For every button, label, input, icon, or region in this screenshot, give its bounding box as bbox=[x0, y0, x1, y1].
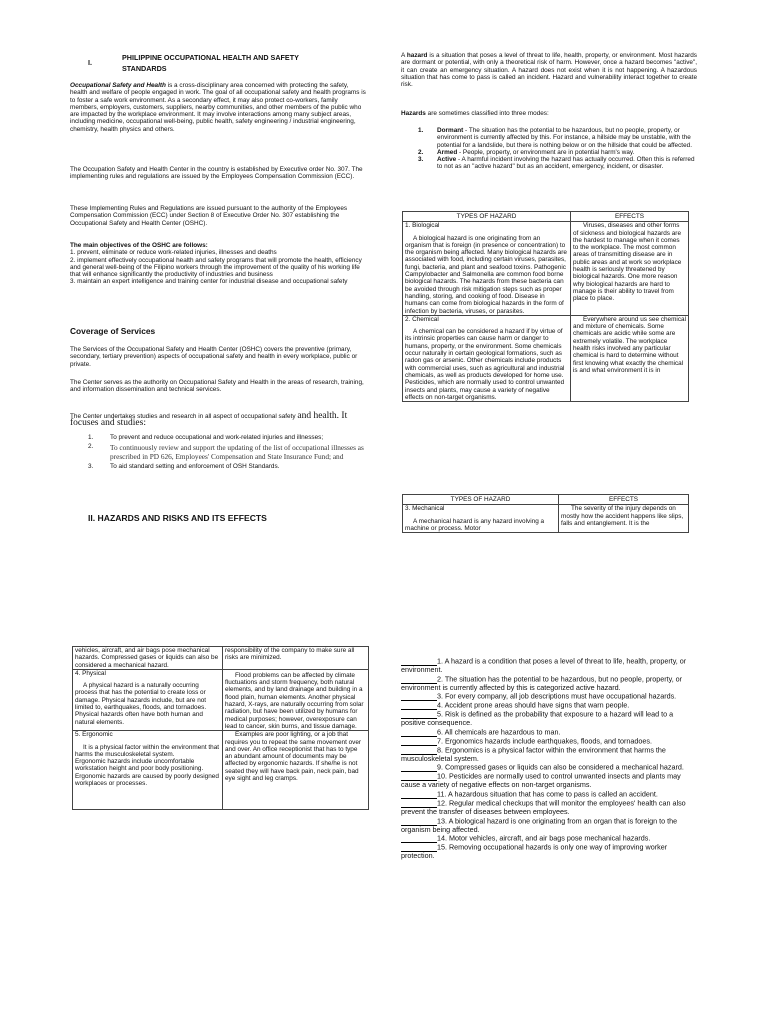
section-title: PHILIPPINE OCCUPATIONAL HEALTH AND SAFETY STANDARDS bbox=[122, 53, 299, 73]
quiz-text: 4. Accident prone areas should have signs that warn people. bbox=[437, 700, 630, 710]
mode-num: 1. bbox=[418, 127, 424, 134]
quiz-text: 9. Compressed gases or liquids can also be considered a mechanical hazard. bbox=[437, 762, 684, 772]
quiz-text: 3. For every company, all job descriptions must have occupational hazards. bbox=[437, 691, 677, 701]
table-row bbox=[73, 731, 369, 810]
section-number: I. bbox=[88, 58, 92, 67]
effect-cell: The severity of the injury depends on mostly how the accident happens like slips, falls and entanglement. It is the bbox=[559, 505, 689, 533]
type-description-2: Ergonomic hazards include uncomfortable workstation height and poor body positioning. Ergonomic hazards are caused by poorly designed workplaces or processes. bbox=[75, 758, 219, 788]
mode-desc: - People, property, or environment are in potential harm's way. bbox=[457, 148, 635, 156]
mode-name: Armed bbox=[437, 148, 458, 156]
answer-blank[interactable] bbox=[401, 834, 437, 843]
quiz-item bbox=[401, 817, 697, 835]
objective-item: 1. prevent, eliminate or reduce work-related injuries, illnesses and deaths bbox=[70, 249, 277, 257]
coverage-p1: The Services of the Occupational Safety and Health Center (OSHC) covers the preventive (primary, secondary, tertiary prevention) aspects of occupational safety and health in every workplace, public or private. bbox=[70, 346, 358, 368]
mode-num: 3. bbox=[418, 156, 424, 164]
answer-blank[interactable] bbox=[401, 763, 437, 772]
type-description: It is a physical factor within the environment that harms the musculoskeletal system. bbox=[75, 743, 220, 758]
oshc-establishment: The Occupation Safety and Health Center in the country is established by Executive order No. 307. The implementing rules and regulations are issued by the Employees Compensation Commission (ECC). bbox=[70, 166, 363, 181]
type-description: A chemical can be considered a hazard if by virtue of its intrinsic properties can cause harm or danger to humans, property, or the environment. Some chemicals occur naturally in certain geological formations, such as radon gas or arsenic. Other chemicals include products with commercial uses, such as agricultural and industrial chemicals, as well as products developed for home use. Pesticides, which are normally used to control unwanted insects and plants, may cause a variety of negative effects on non-target organisms. bbox=[405, 328, 565, 401]
type-cell bbox=[403, 222, 571, 316]
answer-blank[interactable] bbox=[401, 728, 437, 737]
table-row bbox=[403, 222, 689, 316]
osh-term: Occupational Safety and Health bbox=[70, 82, 166, 89]
modes-intro bbox=[401, 110, 697, 117]
type-description: A biological hazard is one originating from an organism that is foreign (in presence or concentration) to the organism being affected. Many biological hazards are associated with food, including certain viruses, parasites, fungi, bacteria, and plant and seafood toxins. Pathogenic Campylobacter and Salmonella are common food borne biological hazards. The hazards from these bacteria can be avoided through risk mitigation steps such as proper handling, storing, and cooking of food. Disease in humans can come from biological hazards in the form of infection by bacteria, viruses, or parasites. bbox=[405, 234, 567, 315]
quiz-text: 12. Regular medical checkups that will monitor the employees' health can also prevent the transfer of diseases between employees. bbox=[401, 798, 686, 816]
studies-text: To continuously review and support the updating of the list of occupational illnesses as prescribed in PD 626, Employees' Compensation and State Insurance Fund; and bbox=[110, 443, 364, 462]
type-cell bbox=[73, 669, 223, 730]
answer-blank[interactable] bbox=[401, 737, 437, 746]
type-description: A physical hazard is a naturally occurring process that has the potential to create loss or damage. Physical hazards include, but are not limited to, earthquakes, floods, and tornadoes. Physical hazards often have both human and natural elements. bbox=[75, 682, 207, 726]
quiz-text: 11. A hazardous situation that has come to pass is called an accident. bbox=[437, 789, 658, 799]
effect-cell: responsibility of the company to make sure all risks are minimized. bbox=[223, 647, 369, 670]
quiz-item bbox=[401, 772, 697, 790]
quiz-text: 6. All chemicals are hazardous to man. bbox=[437, 727, 561, 737]
table-header-row bbox=[403, 495, 689, 505]
hazard-definition bbox=[401, 52, 697, 88]
quiz-text: 7. Ergonomics hazards include earthquakes, floods, and tornadoes. bbox=[437, 736, 652, 746]
coverage-p2: The Center serves as the authority on Occupational Safety and Health in the areas of research, training, and information dissemination and technical services. bbox=[70, 379, 364, 394]
col-header-types: TYPES OF HAZARD bbox=[403, 495, 559, 505]
effect-cell: Flood problems can be affected by climate fluctuations and storm frequency, both natural elements, and by land drainage and building in a flood plain, human elements. Another physical hazard, X-rays, are naturally occurring from solar radiation, but have been utilized by humans for medical purposes; however, overexposure can lead to cancer, skin burns, and tissue damage. bbox=[223, 669, 369, 730]
quiz-list bbox=[401, 657, 697, 861]
answer-blank[interactable] bbox=[401, 790, 437, 799]
hazard-term: hazard bbox=[406, 52, 428, 59]
type-description: A mechanical hazard is any hazard involving a machine or process. Motor bbox=[405, 517, 545, 532]
coverage-heading: Coverage of Services bbox=[70, 326, 156, 336]
studies-text: To prevent and reduce occupational and work-related injuries and illnesses; bbox=[110, 434, 324, 441]
col-header-effects: EFFECTS bbox=[559, 495, 689, 505]
mode-name: Dormant bbox=[437, 127, 464, 134]
type-cell bbox=[403, 505, 559, 533]
type-label: 5. Ergonomic bbox=[75, 731, 113, 739]
col-header-effects: EFFECTS bbox=[571, 212, 689, 222]
type-label: 1. Biological bbox=[405, 222, 440, 230]
col-header-types: TYPES OF HAZARD bbox=[403, 212, 571, 222]
objectives-block bbox=[70, 242, 367, 286]
quiz-item bbox=[401, 675, 697, 693]
hazard-pre: A bbox=[401, 52, 407, 59]
modes-term: Hazards bbox=[401, 110, 426, 117]
type-cell: vehicles, aircraft, and air bags pose mechanical hazards. Compressed gases or liquids can also be considered a mechanical hazard. bbox=[73, 647, 223, 670]
quiz-text: 8. Ergonomics is a physical factor within the environment that harms the musculoskeletal system. bbox=[401, 745, 666, 763]
mode-num: 2. bbox=[418, 148, 424, 156]
coverage-p3-text: The Center undertakes studies and research in all aspect of occupational safety bbox=[70, 413, 296, 420]
hazard-table-2 bbox=[402, 494, 689, 533]
effect-cell: Everywhere around us see chemical and mixture of chemicals. Some chemicals are acidic while some are extremely volatile. The workplace health risks involved any particular chemical is hard to determine without first knowing what exactly the chemical is and what environment it is in bbox=[571, 315, 689, 401]
quiz-text: 1. A hazard is a condition that poses a level of threat to life, health, property, or environment. bbox=[401, 656, 687, 674]
mode-desc: - The situation has the potential to be hazardous, but no people, property, or environment is currently affected by this. For instance, a hillside may be unstable, with the potential for a landslide, but there is nothing below or on the hillside that could be affected. bbox=[437, 127, 692, 149]
studies-item bbox=[88, 443, 370, 461]
answer-blank[interactable] bbox=[401, 692, 437, 701]
coverage-p3 bbox=[70, 413, 367, 428]
hazard-table-3 bbox=[72, 646, 369, 810]
table-row bbox=[73, 647, 369, 670]
section-2-title: II. HAZARDS AND RISKS AND ITS EFFECTS bbox=[88, 513, 267, 523]
effect-cell: Examples are poor lighting, or a job that requires you to repeat the same movement over and over. An office receptionist that has to type an abundant amount of documents may be affected by ergonomic hazards. If she/he is not seated they will have back pain, neck pain, bad eye sight and leg cramps. bbox=[223, 731, 369, 810]
quiz-item bbox=[401, 799, 697, 817]
quiz-item bbox=[401, 843, 697, 861]
modes-text: are sometimes classified into three modes: bbox=[425, 110, 549, 117]
quiz-text: 13. A biological hazard is one originating from an organ that is foreign to the organism being affected. bbox=[401, 815, 678, 834]
modes-list bbox=[418, 127, 696, 171]
quiz-text: 14. Motor vehicles, aircraft, and air bags pose mechanical hazards. bbox=[437, 833, 651, 843]
osh-text: is a cross-disciplinary area concerned with protecting the safety, health and welfare of people engaged in work. The goal of all occupational safety and health programs is to foster a safe work environment. As a secondary effect, it may also protect co-workers, family members, employers, customers, suppliers, nearby communities, and other members of the public who are impacted by the workplace environment. It may involve interactions among many subject areas, including medicine, occupational well-being, public health, safety engineering / industrial engineering, chemistry, health physics and others. bbox=[70, 82, 366, 133]
coverage-p3-continued: and health. It focuses and studies: bbox=[70, 411, 348, 429]
mode-item bbox=[418, 127, 696, 149]
type-cell bbox=[403, 315, 571, 401]
objective-item: 3. maintain an expert intelligence and training center for industrial disease and occupational safety bbox=[70, 278, 348, 286]
studies-num: 1. bbox=[88, 434, 94, 441]
quiz-item bbox=[401, 746, 697, 764]
answer-blank[interactable] bbox=[401, 701, 437, 710]
studies-item bbox=[88, 463, 370, 470]
studies-num: 3. bbox=[88, 463, 94, 471]
studies-text: To aid standard setting and enforcement of OSH Standards. bbox=[110, 463, 280, 471]
hazard-text: is a situation that poses a level of threat to life, health, property, or environment. Most hazards are dormant or potential, with only a theoretical risk of harm. However, once a hazard becomes "active", it can create an emergency situation. A hazard does not exist when it is not happening. A hazardous situation that has come to pass is called an incident. Hazard and vulnerability interact together to create risk. bbox=[401, 52, 697, 89]
quiz-item bbox=[401, 710, 697, 728]
quiz-text: 15. Removing occupational hazards is only one way of improving worker protection. bbox=[401, 842, 668, 861]
table-header-row bbox=[403, 212, 689, 222]
type-label: 4. Physical bbox=[75, 669, 106, 677]
objective-item: 2. implement effectively occupational health and safety programs that will promote the health, efficiency and general well-being of the Filipino workers through the improvement of the quality of his working life that will enhance significantly the productivity of industries and business bbox=[70, 256, 362, 279]
mode-item bbox=[418, 156, 696, 171]
quiz-text: 5. Risk is defined as the probability that exposure to a hazard will lead to a positive consequence. bbox=[401, 709, 674, 728]
hazard-table-1 bbox=[402, 211, 689, 402]
quiz-text: 2. The situation has the potential to be hazardous, but no people, property, or environment is currently affected by this is categorized active hazard. bbox=[401, 674, 683, 692]
type-label: 3. Mechanical bbox=[405, 505, 445, 513]
studies-list bbox=[88, 434, 370, 471]
table-row bbox=[403, 315, 689, 401]
table-row bbox=[73, 669, 369, 730]
studies-num: 2. bbox=[88, 443, 94, 451]
studies-item bbox=[88, 434, 370, 441]
quiz-text: 10. Pesticides are normally used to control unwanted insects and plants may cause a variety of negative effects on non-target organisms. bbox=[401, 771, 681, 790]
table-row bbox=[403, 505, 689, 533]
quiz-item bbox=[401, 657, 697, 675]
objectives-heading: The main objectives of the OSHC are follows: bbox=[70, 242, 208, 249]
irr-paragraph: These Implementing Rules and Regulations are issued pursuant to the authority of the Employees Compensation Commission (ECC) under Section 8 of Executive Order No. 307 establishing the Occupational Safety and Health Center (OSHC). bbox=[70, 205, 348, 227]
mode-desc: - A harmful incident involving the hazard has actually occurred. Often this is referred to not as an "active hazard" but as an accident, emergency, incident, or disaster. bbox=[437, 156, 695, 171]
osh-definition bbox=[70, 82, 367, 133]
mode-item bbox=[418, 149, 696, 156]
type-label: 2. Chemical bbox=[405, 315, 439, 323]
type-cell bbox=[73, 731, 223, 810]
mode-name: Active bbox=[437, 156, 457, 164]
effect-cell: Viruses, diseases and other forms of sickness and biological hazards are the hardest to manage when it comes to the workplace. The most common areas of transmitting disease are in public areas and at work so workplace health is seriously threatened by biological hazards. One more reason why biological hazards are hard to manage is their ability to travel from place to place. bbox=[571, 222, 689, 316]
